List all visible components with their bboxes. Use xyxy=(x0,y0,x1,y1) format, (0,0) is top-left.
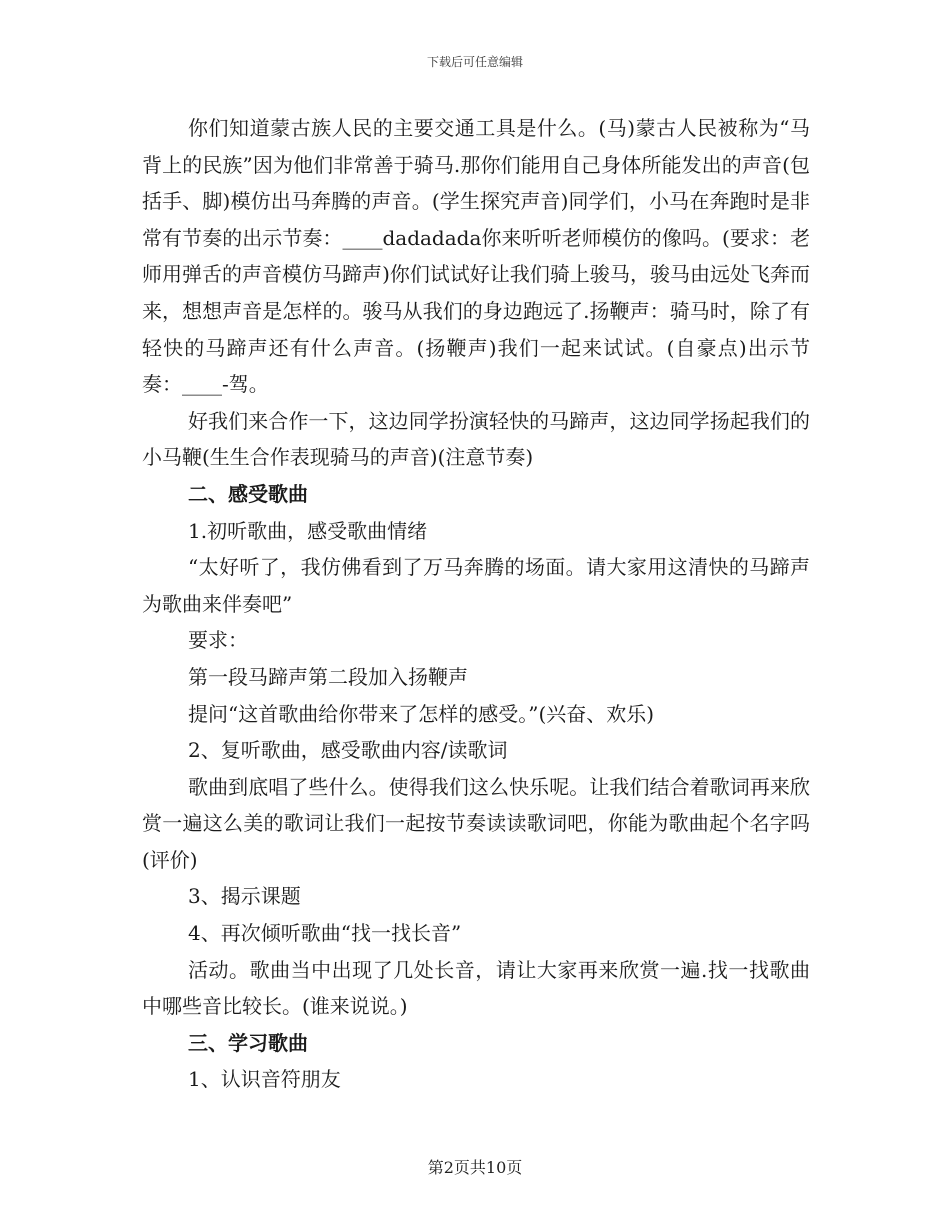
paragraph-5: 要求： xyxy=(188,628,248,653)
paragraph-11: 4、再次倾听歌曲“找一找长音” xyxy=(188,921,462,946)
section-heading-3: 三、学习歌曲 xyxy=(188,1030,308,1055)
paragraph-3: 1.初听歌曲，感受歌曲情绪 xyxy=(188,518,428,543)
section-heading-2: 二、感受歌曲 xyxy=(188,481,308,506)
header-note: 下载后可任意编辑 xyxy=(426,55,523,69)
paragraph-8: 2、复听歌曲，感受歌曲内容/读歌词 xyxy=(188,738,508,763)
paragraph-12: 活动。歌曲当中出现了几处长音，请让大家再来欣赏一遍.找一找歌曲中哪些音比较长。(谁来说说。) xyxy=(142,957,810,1019)
paragraph-13: 1、认识音符朋友 xyxy=(188,1067,341,1092)
paragraph-10: 3、揭示课题 xyxy=(188,884,301,909)
paragraph-9: 歌曲到底唱了些什么。使得我们这么快乐呢。让我们结合着歌词再来欣赏一遍这么美的歌词让我们一起按节奏读读歌词吧，你能为歌曲起个名字吗(评价) xyxy=(142,774,810,872)
paragraph-4: “太好听了，我仿佛看到了万马奔腾的场面。请大家用这清快的马蹄声为歌曲来伴奏吧” xyxy=(142,555,810,616)
document-body xyxy=(142,110,810,1098)
page-number: 第2页共10页 xyxy=(427,1158,523,1177)
paragraph-1: 你们知道蒙古族人民的主要交通工具是什么。(马)蒙古人民被称为“马背上的民族”因为他们非常善于骑马.那你们能用自己身体所能发出的声音(包括手、脚)模仿出马奔腾的声音。(学生探究声音)同学们，小马在奔跑时是非常有节奏的出示节奏：____dadadada你来听听老师模仿的像吗。(要求：老师用弹舌的声音模仿马蹄声)你们试试好让我们骑上骏马，骏马由远处飞奔而来，想想声音是怎样的。骏马从我们的身边跑远了.扬鞭声：骑马时，除了有轻快的马蹄声还有什么声音。(扬鞭声)我们一起来试试。(自豪点)出示节奏：____-驾。 xyxy=(142,116,810,397)
paragraph-7: 提问“这首歌曲给你带来了怎样的感受。”(兴奋、欢乐) xyxy=(188,701,655,726)
paragraph-2: 好我们来合作一下，这边同学扮演轻快的马蹄声，这边同学扬起我们的小马鞭(生生合作表现骑马的声音)(注意节奏) xyxy=(142,408,810,470)
paragraph-6: 第一段马蹄声第二段加入扬鞭声 xyxy=(188,664,468,689)
